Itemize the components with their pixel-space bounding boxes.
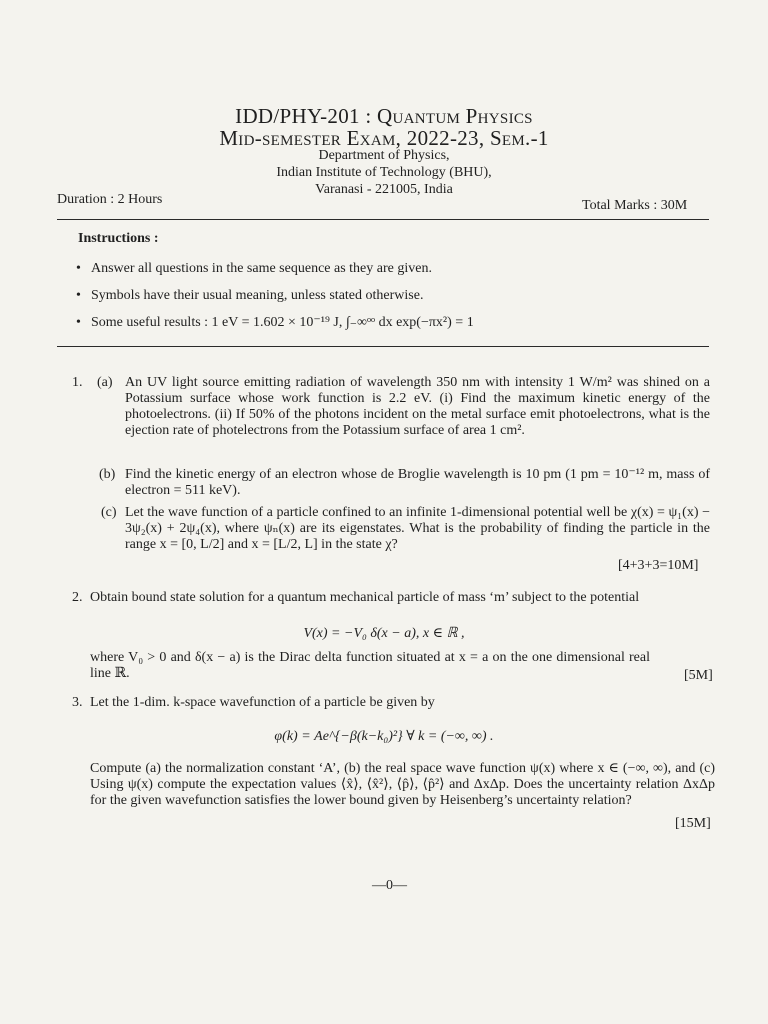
question-3-number: 3. — [72, 695, 83, 710]
question-1c-text: Let the wave function of a particle confined to an infinite 1-dimensional potential well be χ(x) = ψ₁(x) − 3ψ₂(x) + 2ψ₄(x), where ψₙ(x) are its eigenstates. What is the probability of finding the particle in the range x = [0, L/2] and x = [L/2, L] in the state χ? — [125, 505, 710, 552]
header-divider — [57, 219, 709, 220]
address: Varanasi - 221005, India — [315, 182, 453, 197]
bullet-icon: • — [76, 315, 81, 330]
question-3-text2: Compute (a) the normalization constant ‘A’, (b) the real space wave function ψ(x) where x ∈ (−∞, ∞), and (c) Using ψ(x) compute the expectation values ⟨x̂⟩, ⟨x̂²⟩, ⟨p̂⟩, ⟨p̂²⟩ and ΔxΔp. Does the uncertainty relation ΔxΔp for the given wavefunction satisfies the lower bound given by Heisenberg’s uncertainty relation? — [90, 761, 715, 808]
course-title: IDD/PHY-201 : Quantum Physics — [235, 104, 533, 128]
bullet-icon: • — [76, 261, 81, 276]
department: Department of Physics, — [318, 148, 450, 163]
institution-block — [0, 147, 768, 198]
question-1c-label: (c) — [101, 505, 117, 520]
end-mark: —0— — [372, 878, 407, 893]
total-marks: Total Marks : 30M — [582, 198, 688, 213]
question-2-equation: V(x) = −V₀ δ(x − a), x ∈ ℝ , — [303, 626, 465, 641]
question-3-equation: φ(k) = Ae^{−β(k−k₀)²} ∀ k = (−∞, ∞) . — [274, 729, 494, 744]
instructions-divider — [57, 346, 709, 347]
question-1a-label: (a) — [97, 375, 113, 390]
exam-title: Mid-semester Exam, 2022-23, Sem.-1 — [219, 126, 549, 150]
institute: Indian Institute of Technology (BHU), — [276, 165, 492, 180]
question-2-text2: where V₀ > 0 and δ(x − a) is the Dirac delta function situated at x = a on the one dimensional real line ℝ. — [90, 650, 650, 681]
question-3-marks: [15M] — [675, 816, 711, 831]
list-item: • Some useful results : 1 eV = 1.602 × 10⁻¹⁹ J, ∫₋∞ᵒᵒ dx exp(−πx²) = 1 — [76, 315, 474, 330]
instructions-list — [76, 260, 474, 341]
question-3-text: Let the 1-dim. k-space wavefunction of a particle be given by — [90, 695, 435, 710]
question-2-number: 2. — [72, 590, 83, 605]
question-1-number: 1. — [72, 375, 83, 390]
question-2-text: Obtain bound state solution for a quantum mechanical particle of mass ‘m’ subject to the potential — [90, 590, 640, 605]
question-1a-text: An UV light source emitting radiation of wavelength 350 nm with intensity 1 W/m² was shined on a Potassium surface whose work function is 2.2 eV. (i) Find the maximum kinetic energy of the photoelectrons. (ii) If 50% of the photons incident on the metal surface emit photoelectrons, what is the ejection rate of photelectrons from the Potassium surface of area 1 cm². — [125, 375, 710, 438]
bullet-icon: • — [76, 288, 81, 303]
question-1b-text: Find the kinetic energy of an electron whose de Broglie wavelength is 10 pm (1 pm = 10⁻¹² m, mass of electron = 511 keV). — [125, 467, 710, 498]
instructions-title: Instructions : — [78, 231, 159, 246]
question-2-marks: [5M] — [684, 668, 713, 683]
duration: Duration : 2 Hours — [57, 192, 163, 207]
list-item: • Symbols have their usual meaning, unless stated otherwise. — [76, 288, 424, 303]
list-item: • Answer all questions in the same sequence as they are given. — [76, 261, 432, 276]
question-1-marks: [4+3+3=10M] — [618, 558, 699, 573]
question-1b-label: (b) — [99, 467, 116, 482]
